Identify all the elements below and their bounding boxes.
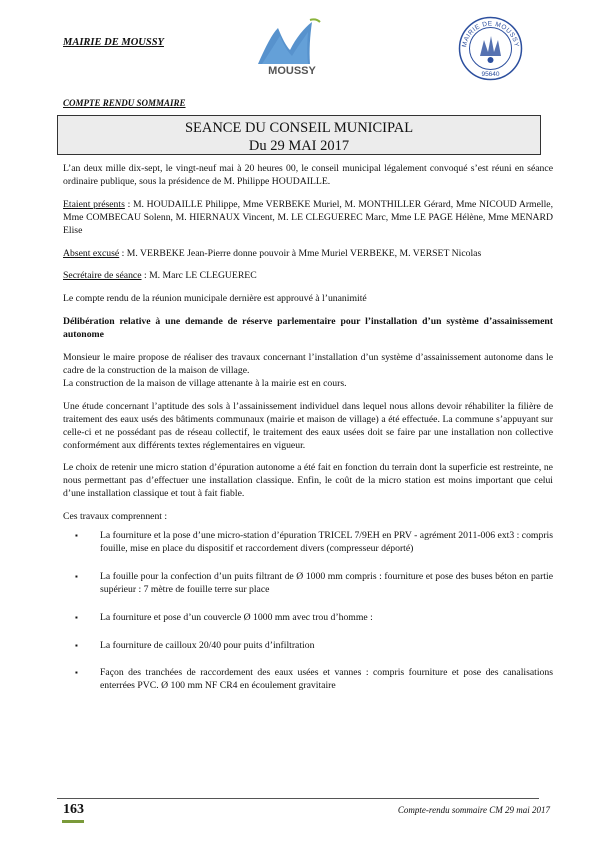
deliberation-title: Délibération relative à une demande de réserve parlementaire pour l’installation d’un système d’assainissement autonome: [63, 316, 553, 341]
presents-paragraph: [63, 199, 553, 238]
travaux-list-item-text: La fourniture et la pose d’une micro-station d’épuration TRICEL 7/9EH en PRV - agrément 2011-006 ext3 : compris fouille, mise en place du dispositif et raccordement divers (compresseur déporté): [100, 530, 553, 554]
square-bullet-icon: ▪: [75, 668, 78, 678]
seal-top-text: MAIRIE DE MOUSSY: [461, 20, 520, 48]
secretaire-label: Secrétaire de séance: [63, 270, 142, 282]
travaux-list-item: [63, 571, 553, 597]
travaux-list-item-text: La fourniture et pose d’un couvercle Ø 1000 mm avec trou d’homme :: [100, 611, 373, 623]
secretaire-paragraph: [63, 270, 553, 283]
presents-text: : M. HOUDAILLE Philippe, Mme VERBEKE Muriel, M. MONTHILLER Gérard, Mme NICOUD Armelle, Mme COMBECAU Solenn, M. HIERNAUX Vincent, M. LE CLEGUEREC Marc, Mme LE PAGE Hélène, Mme MENARD Elise: [63, 198, 553, 236]
presents-label: Etaient présents: [63, 198, 125, 210]
absent-text: : M. VERBEKE Jean-Pierre donne pouvoir à Mme Muriel VERBEKE, M. VERSET Nicolas: [119, 247, 482, 259]
page-number-underline: [62, 820, 84, 823]
mairie-seal: [458, 16, 523, 81]
absent-paragraph: [63, 248, 553, 261]
travaux-list-item-text: La fouille pour la confection d’un puits filtrant de Ø 1000 mm compris : fourniture et pose des buses béton en partie supérieur : 7 mètre de fouille terre sur place: [100, 570, 553, 595]
document-body: [63, 163, 553, 708]
title-line-1: SEANCE DU CONSEIL MUNICIPAL: [184, 120, 414, 136]
paragraph-3: Le choix de retenir une micro station d’épuration autonome a été fait en fonction du terrain dont la superficie est restreinte, ne nous permettant pas d’effectuer une installation classique. Enfin, le coût de la micro station est moins important que celui d’une installation classique et tout à fait fiable.: [63, 462, 553, 500]
square-bullet-icon: ▪: [75, 571, 78, 581]
intro-paragraph: L’an deux mille dix-sept, le vingt-neuf mai à 20 heures 00, le conseil municipal légalement convoqué s’est réuni en séance ordinaire publique, sous la présidence de M. Philippe HOUDAILLE.: [63, 163, 553, 187]
travaux-list-item: [63, 640, 553, 653]
square-bullet-icon: ▪: [75, 640, 78, 650]
paragraph-2: Une étude concernant l’aptitude des sols à l’assainissement individuel dans lequel nous allons devoir réhabiliter la filière de traitement des eaux usés des bâtiments communaux (mairie et maison de village) a été effectuée. La commune s’appuyant sur celle-ci et ne possédant pas de réseau collectif, le traitement des eaux usées doit se faire par une installation non collective conformément aux différents textes réglementaires en vigueur.: [63, 400, 553, 451]
travaux-list-item: [63, 667, 553, 693]
document-type: COMPTE RENDU SOMMAIRE: [63, 98, 186, 108]
travaux-list: [63, 530, 553, 693]
paragraph-1-line-2: La construction de la maison de village attenante à la mairie est en cours.: [63, 377, 347, 389]
travaux-intro: Ces travaux comprennent :: [63, 511, 168, 523]
travaux-list-item: [63, 612, 553, 625]
paragraph-1-line-1: Monsieur le maire propose de réaliser des travaux concernant l’installation d’un système d’assainissement autonome dans le cadre de la construction de la maison de village.: [63, 352, 553, 376]
footer-divider: [57, 798, 539, 799]
travaux-list-item: [63, 530, 553, 556]
absent-label: Absent excusé: [63, 247, 120, 259]
moussy-logo: [252, 16, 332, 78]
travaux-list-item-text: Façon des tranchées de raccordement des eaux usées et vannes : compris fourniture et pose des canalisations enterrées PVC. Ø 100 mm NF CR4 en écoulement gravitaire: [100, 667, 553, 692]
logo-text: MOUSSY: [268, 65, 316, 77]
paragraph-1: [63, 352, 553, 391]
approval-paragraph: Le compte rendu de la réunion municipale dernière est approuvé à l’unanimité: [63, 293, 367, 305]
travaux-list-item-text: La fourniture de cailloux 20/40 pour puits d’infiltration: [100, 639, 315, 651]
mairie-header: MAIRIE DE MOUSSY: [63, 37, 164, 48]
secretaire-text: : M. Marc LE CLEGUEREC: [141, 270, 257, 282]
title-line-2: Du 29 MAI 2017: [248, 138, 350, 154]
page-number: 163: [63, 802, 84, 817]
square-bullet-icon: ▪: [75, 612, 78, 622]
square-bullet-icon: ▪: [75, 531, 78, 541]
footer-text: Compte-rendu sommaire CM 29 mai 2017: [397, 805, 550, 815]
seal-bottom-text: 95640: [481, 71, 500, 78]
title-box: [57, 115, 541, 155]
